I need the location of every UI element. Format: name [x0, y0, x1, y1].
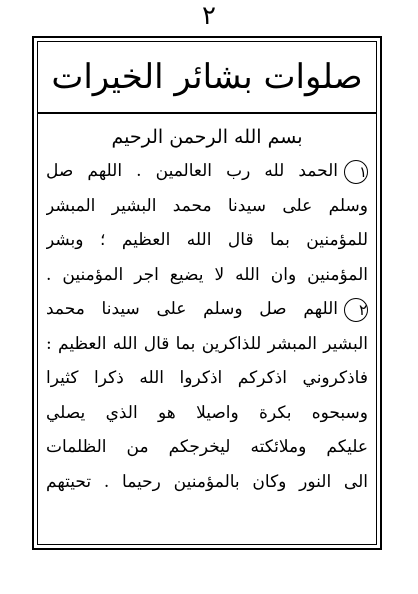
- basmala: بسم الله الرحمن الرحيم: [111, 126, 303, 148]
- page-frame: [32, 36, 382, 550]
- text-line: [46, 361, 368, 396]
- text-line: [46, 430, 368, 465]
- line-text: الى النور وكان بالمؤمنين رحيما . تحيتهم: [46, 471, 368, 492]
- text-line: [46, 223, 368, 258]
- line-text: فاذكروني اذكركم اذكروا الله ذكرا كثيرا: [46, 368, 368, 388]
- line-text: اللهم صل وسلم على سيدنا محمد: [46, 299, 338, 319]
- text-body: [46, 120, 368, 538]
- line-text: للمؤمنين بما قال الله العظيم ؛ وبشر: [46, 230, 368, 250]
- text-line: [46, 154, 368, 189]
- page-number: ٢: [202, 1, 216, 31]
- line-text: المؤمنين وان الله لا يضيع اجر المؤمنين .: [46, 264, 368, 285]
- line-text: الحمد لله رب العالمين . اللهم صل: [46, 161, 338, 181]
- text-line: [46, 327, 368, 362]
- page-frame-inner: [37, 41, 377, 545]
- text-line: [46, 189, 368, 224]
- text-line: [46, 258, 368, 293]
- text-line: [46, 396, 368, 431]
- line-text: وسبحوه بكرة واصيلا هو الذي يصلي: [46, 402, 368, 423]
- text-line: [46, 465, 368, 500]
- text-line: [46, 292, 368, 327]
- verse-number: ١: [344, 160, 368, 184]
- page-title: صلوات بشائر الخيرات: [51, 57, 363, 97]
- verse-number: ٢: [344, 298, 368, 322]
- title-box: [38, 42, 376, 114]
- line-text: البشير المبشر للذاكرين بما قال الله العظيم :: [46, 333, 368, 354]
- line-text: عليكم وملائكته ليخرجكم من الظلمات: [46, 437, 368, 457]
- line-text: وسلم على سيدنا محمد البشير المبشر: [46, 195, 368, 216]
